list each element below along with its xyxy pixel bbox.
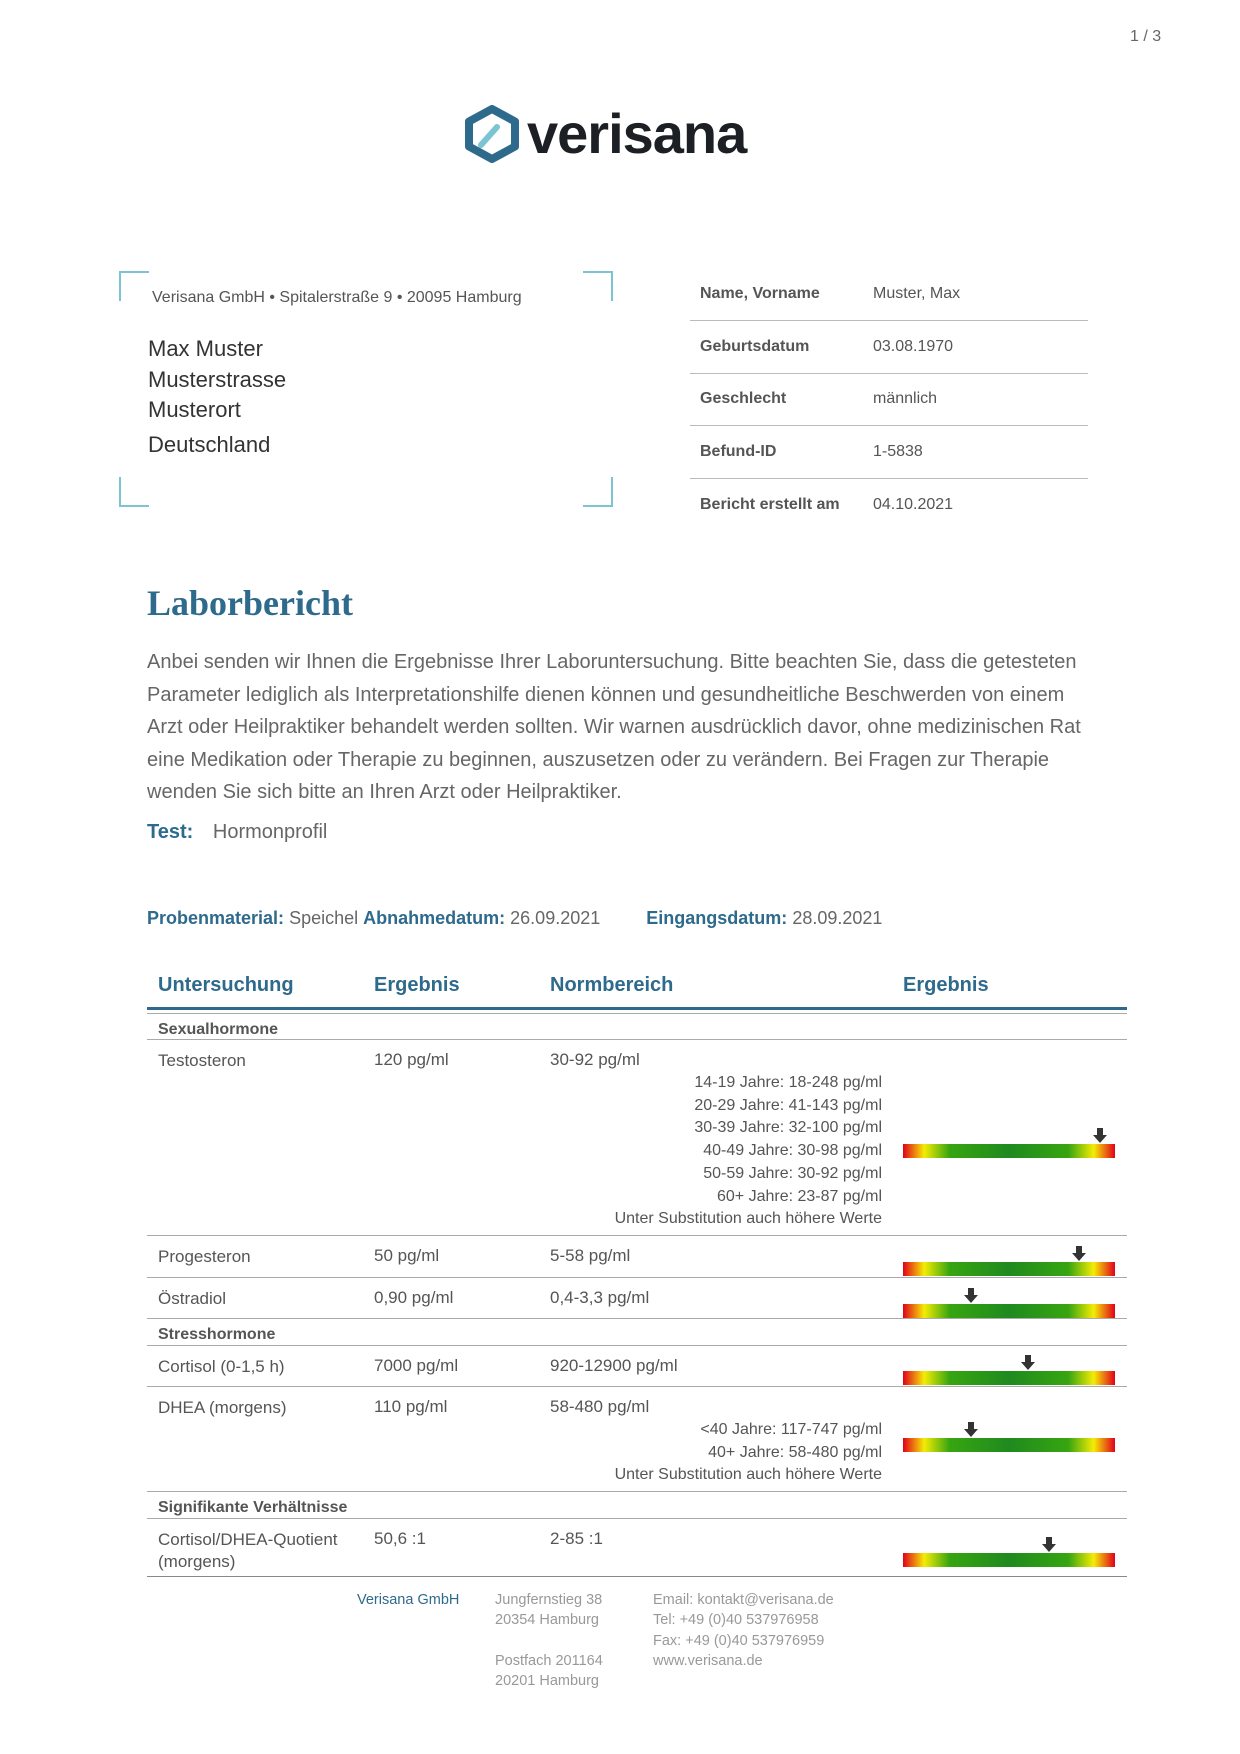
test-value: Hormonprofil [212,821,328,843]
test-range: 0,4-3,3 pg/ml [550,1288,650,1307]
test-result: 7000 pg/ml [374,1356,459,1375]
age-range: <40 Jahre: 117-747 pg/ml [700,1421,882,1438]
range-indicator [903,1355,1115,1385]
age-ranges [615,1419,882,1487]
range-bar [903,1438,1115,1452]
test-name: Progesteron [158,1247,251,1266]
range-indicator [903,1246,1115,1276]
test-line [147,821,327,844]
info-value: 04.10.2021 [873,495,954,513]
table-row [147,1040,1127,1236]
test-result: 110 pg/ml [374,1397,448,1416]
recipient-address [148,334,286,460]
age-range: 60+ Jahre: 23-87 pg/ml [717,1187,882,1205]
age-range: 14-19 Jahre: 18-248 pg/ml [694,1074,882,1091]
footer-contact [653,1590,834,1671]
range-indicator [903,1422,1115,1452]
patient-info-table [690,268,1088,531]
header-range: Normbereich [550,974,674,996]
footer-phone: Tel: +49 (0)40 537976958 [653,1612,819,1629]
range-bar [903,1304,1115,1318]
age-range: Unter Substitution auch höhere Werte [614,1466,882,1484]
range-indicator [903,1128,1115,1158]
info-label: Name, Vorname [690,268,863,321]
age-range: 50-59 Jahre: 30-92 pg/ml [703,1164,882,1182]
receipt-label: Eingangsdatum: [646,908,788,928]
results-table [147,960,1127,1577]
receipt-value: 28.09.2021 [792,908,883,928]
section-header: Sexualhormone [147,1013,1127,1040]
table-row [147,1519,1127,1577]
age-range: 20-29 Jahre: 41-143 pg/ml [694,1096,882,1114]
header-test: Untersuchung [158,974,294,996]
test-result: 120 pg/ml [374,1050,449,1069]
info-row [690,268,1088,321]
table-row [147,1346,1127,1387]
collection-value: 26.09.2021 [510,908,601,928]
footer-website: www.verisana.de [653,1652,763,1669]
page-number: 1 / 3 [1130,28,1162,45]
footer-line: 20354 Hamburg [495,1612,599,1629]
info-label: Befund-ID [690,426,863,479]
report-intro: Anbei senden wir Ihnen die Ergebnisse Ihrer Laboruntersuchung. Bitte beachten Sie, dass die getesteten Parameter lediglich als Interpretationshilfe dienen können und gesundheitliche Beschwerden von einem Arzt oder Heilpraktiker behandelt werden sollten. Wir warnen ausdrücklich davor, ohne medizinischen Rat eine Medikation oder Therapie zu beginnen, auszusetzen oder zu verändern. Bei Fragen zur Therapie wenden Sie sich bitte an Ihren Arzt oder Heilpraktiker. [147,651,1081,803]
range-indicator [903,1537,1115,1567]
test-name: Testosteron [158,1051,246,1070]
range-indicator [903,1288,1115,1318]
table-row [147,1278,1127,1319]
recipient-line: Max Muster [148,336,263,361]
footer-line: Postfach 201164 [495,1653,603,1669]
test-result: 0,90 pg/ml [374,1288,454,1307]
info-row [690,373,1088,426]
hexagon-logo-icon [463,105,521,163]
recipient-line: Musterort [148,397,241,422]
header-chart: Ergebnis [903,974,989,996]
sample-info [147,908,882,929]
section-header: Signifikante Verhältnisse [147,1492,1127,1519]
footer-email: Email: kontakt@verisana.de [653,1592,834,1608]
material-label: Probenmaterial: [147,908,285,928]
test-range: 30-92 pg/ml [550,1050,640,1069]
info-row [690,478,1088,531]
address-window [119,271,613,507]
age-range: 30-39 Jahre: 32-100 pg/ml [694,1119,882,1137]
info-value: männlich [863,373,1088,426]
range-bar [903,1144,1115,1158]
material-value: Speichel [289,908,359,928]
age-ranges [615,1072,882,1231]
section-header: Stresshormone [147,1319,1127,1346]
verisana-logo [463,102,747,165]
footer-address [495,1590,602,1631]
recipient-line: Deutschland [148,431,271,457]
test-name: DHEA (morgens) [158,1398,287,1417]
table-row [147,1236,1127,1278]
sender-line: Verisana GmbH • Spitalerstraße 9 • 20095 Hamburg [152,289,522,306]
corner-mark [119,477,149,507]
footer-postbox [495,1651,603,1692]
info-row [690,426,1088,479]
age-range: 40+ Jahre: 58-480 pg/ml [708,1443,882,1461]
info-label: Bericht erstellt am [700,495,840,513]
info-value: 1-5838 [863,426,1088,479]
report-title: Laborbericht [147,583,353,623]
test-range: 5-58 pg/ml [550,1246,631,1265]
info-value: 03.08.1970 [863,321,1088,374]
footer-fax: Fax: +49 (0)40 537976959 [653,1632,825,1649]
corner-mark [583,271,613,301]
corner-mark [583,477,613,507]
test-range: 920-12900 pg/ml [550,1356,678,1375]
info-label: Geschlecht [690,373,863,426]
test-name: Cortisol (0-1,5 h) [158,1357,285,1376]
info-value: Muster, Max [863,268,1088,321]
range-bar [903,1262,1115,1276]
test-result: 50 pg/ml [374,1246,440,1265]
age-range: Unter Substitution auch höhere Werte [614,1210,882,1228]
range-bar [903,1371,1115,1385]
test-result: 50,6 :1 [374,1529,426,1548]
corner-mark [119,271,149,301]
test-name: Cortisol/DHEA-Quotient (morgens) [158,1530,338,1571]
recipient-line: Musterstrasse [148,366,287,392]
test-label: Test: [147,821,194,843]
info-label: Geburtsdatum [690,321,863,374]
brand-name: verisana [527,102,747,165]
age-range: 40-49 Jahre: 30-98 pg/ml [703,1142,882,1160]
collection-label: Abnahmedatum: [363,908,506,928]
test-name: Östradiol [158,1289,227,1308]
footer-line: Jungfernstieg 38 [495,1592,603,1608]
footer-company: Verisana GmbH [357,1592,460,1608]
range-bar [903,1553,1115,1567]
test-range: 2-85 :1 [550,1529,603,1548]
table-header [147,960,1127,1010]
info-row [690,321,1088,374]
table-row [147,1387,1127,1492]
test-range: 58-480 pg/ml [550,1397,650,1416]
header-result: Ergebnis [374,974,460,996]
footer-line: 20201 Hamburg [495,1673,599,1690]
